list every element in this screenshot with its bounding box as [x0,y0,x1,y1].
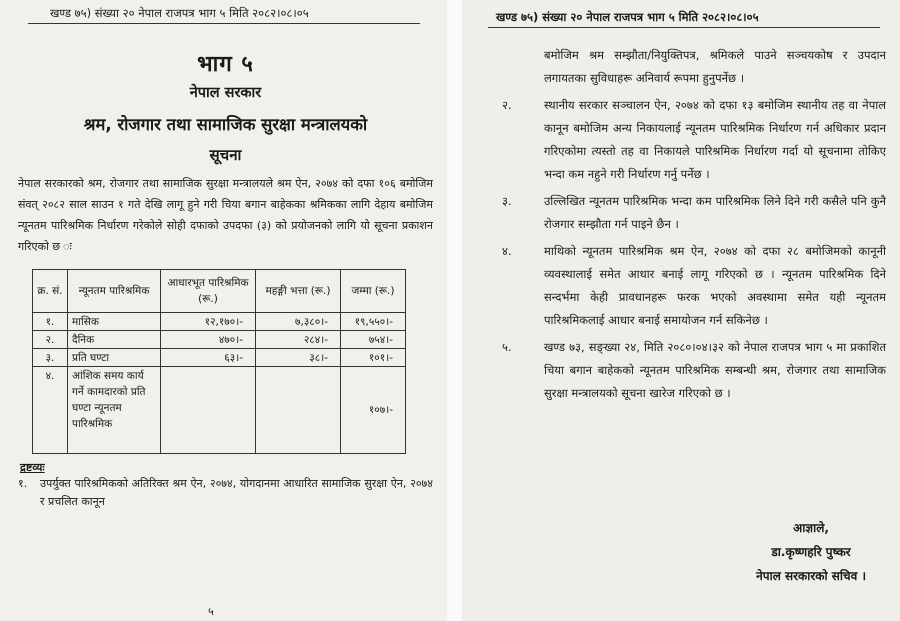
cell-type: प्रति घण्टा [68,349,161,367]
item-number: ३. [502,194,512,208]
col-header-basic: आधारभूत पारिश्रमिक (रू.) [161,270,256,313]
cell-type: मासिक [68,313,161,331]
notes-heading: द्रष्टव्यः [20,461,45,474]
table-header-row [33,270,406,313]
note-number: १. [18,477,28,490]
table-row [33,331,406,349]
header-rule [488,27,880,28]
cell-allowance: २८४।- [256,331,341,349]
cell-type: आंशिक समय कार्य गर्ने कामदारको प्रति घण्टा न्यूनतम पारिश्रमिक [68,367,161,454]
gazette-header: खण्ड ७५) संख्या २० नेपाल राजपत्र भाग ५ मिति २०८२।०८।०५ [50,6,309,20]
right-page [462,0,900,621]
cell-basic [161,367,256,454]
item-text: स्थानीय सरकार सञ्चालन ऐन, २०७४ को दफा १३ बमोजिम स्थानीय तह वा नेपाल कानून बमोजिम अन्य निकायलाई न्यूनतम पारिश्रमिक निर्धारण गर्न अधिकार प्रदान गरिएकोमा त्यस्तो तह वा निकायले पारिश्रमिक निर्धारण गर्दा यो सूचनामा तोकिए भन्दा कम नहुने गरी निर्धारण गर्नु पर्नेछ । [544,98,886,181]
item-number: २. [502,98,512,112]
signatory-title: नेपाल सरकारको सचिव । [756,569,866,583]
cell-sn: ३. [33,349,68,367]
part-heading: भाग ५ [197,52,254,77]
list-item [488,94,886,186]
col-header-allowance: महङ्गी भत्ता (रू.) [256,270,341,313]
cell-basic: ४७०।- [161,331,256,349]
list-item [488,240,886,332]
cell-sn: २. [33,331,68,349]
signatory-name: डा.कृष्णहरि पुष्कर [771,545,851,559]
left-page [0,0,447,621]
cell-total: १०१।- [341,349,406,367]
minimum-wage-table [32,269,406,454]
list-item [488,336,886,405]
note-item [18,475,433,511]
list-item [488,190,886,236]
col-header-total: जम्मा (रू.) [341,270,406,313]
notice-intro: नेपाल सरकारको श्रम, रोजगार तथा सामाजिक सुरक्षा मन्त्रालयले श्रम ऐन, २०७४ को दफा १०६ बमोजिम संवत् २०८२ साल साउन १ गते देखि लागू हुने गरी चिया बगान बाहेकका श्रमिकका लागि देहाय बमोजिम न्यूनतम पारिश्रमिक निर्धारण गरेकोले सोही दफाको उपदफा (३) को प्रयोजनको लागि यो सूचना प्रकाशन गरिएको छ ः [18,177,433,253]
table-row [33,313,406,331]
ministry-heading: श्रम, रोजगार तथा सामाजिक सुरक्षा मन्त्रालयको [83,115,368,134]
gazette-header: खण्ड ७५) संख्या २० नेपाल राजपत्र भाग ५ मिति २०८२।०८।०५ [496,10,759,24]
cell-basic: ६३।- [161,349,256,367]
item-text: माथिको न्यूनतम पारिश्रमिक श्रम ऐन, २०७४ को दफा २८ बमोजिमको कानूनी व्यवस्थालाई समेत आधार बनाई लागू गरिएको छ । न्यूनतम पारिश्रमिक दिने सन्दर्भमा केही प्रावधानहरू फरक भएको अवस्थामा समेत यही न्यूनतम पारिश्रमिकलाई आधार बनाई समायोजन गर्न सकिनेछ । [544,244,886,327]
cell-type: दैनिक [68,331,161,349]
cell-basic: १२,१७०।- [161,313,256,331]
item-text: उल्लिखित न्यूनतम पारिश्रमिक भन्दा कम पारिश्रमिक लिने दिने गरी कसैले पनि कुनै रोजगार सम्झौता गर्न पाइने छैन । [544,194,886,231]
item-number: ४. [502,244,512,258]
table-row [33,367,406,454]
government-heading: नेपाल सरकार [189,85,262,101]
signature-block [756,516,866,588]
note-text: उपर्युक्त पारिश्रमिकको अतिरिक्त श्रम ऐन, २०७४, योगदानमा आधारित सामाजिक सुरक्षा ऐन, २०७४ र प्रचलित कानून [40,477,433,508]
table-row [33,349,406,367]
item-text: खण्ड ७३, सङ्ख्या २४, मिति २०८०।०४।३२ को नेपाल राजपत्र भाग ५ मा प्रकाशित चिया बगान बाहेकको न्यूनतम पारिश्रमिक सम्बन्धी श्रम, रोजगार तथा सामाजिक सुरक्षा मन्त्रालयको सूचना खारेज गरिएको छ । [544,340,886,400]
cell-total: १९,५५०।- [341,313,406,331]
cell-allowance [256,367,341,454]
item-number: ५. [502,340,512,354]
page-gutter [447,0,462,621]
page-number: ५ [208,605,214,618]
cell-allowance: ३८।- [256,349,341,367]
signature-closing: आज्ञाले, [793,521,829,535]
cell-sn: १. [33,313,68,331]
right-body [488,44,886,405]
continuation-text: बमोजिम श्रम सम्झौता/नियुक्तिपत्र, श्रमिकले पाउने सञ्चयकोष र उपदान लगायतका सुविधाहरू अनिवार्य रूपमा हुनुपर्नेछ । [544,48,886,85]
notice-title: सूचना [209,146,242,164]
continuation-paragraph [488,44,886,90]
cell-total: ७५४।- [341,331,406,349]
col-header-sn: क्र. सं. [33,270,68,313]
col-header-wage-type: न्यूनतम पारिश्रमिक [68,270,161,313]
cell-total: १०७।- [341,367,406,454]
cell-sn: ४. [33,367,68,454]
header-rule [28,23,420,24]
cell-allowance: ७,३८०।- [256,313,341,331]
